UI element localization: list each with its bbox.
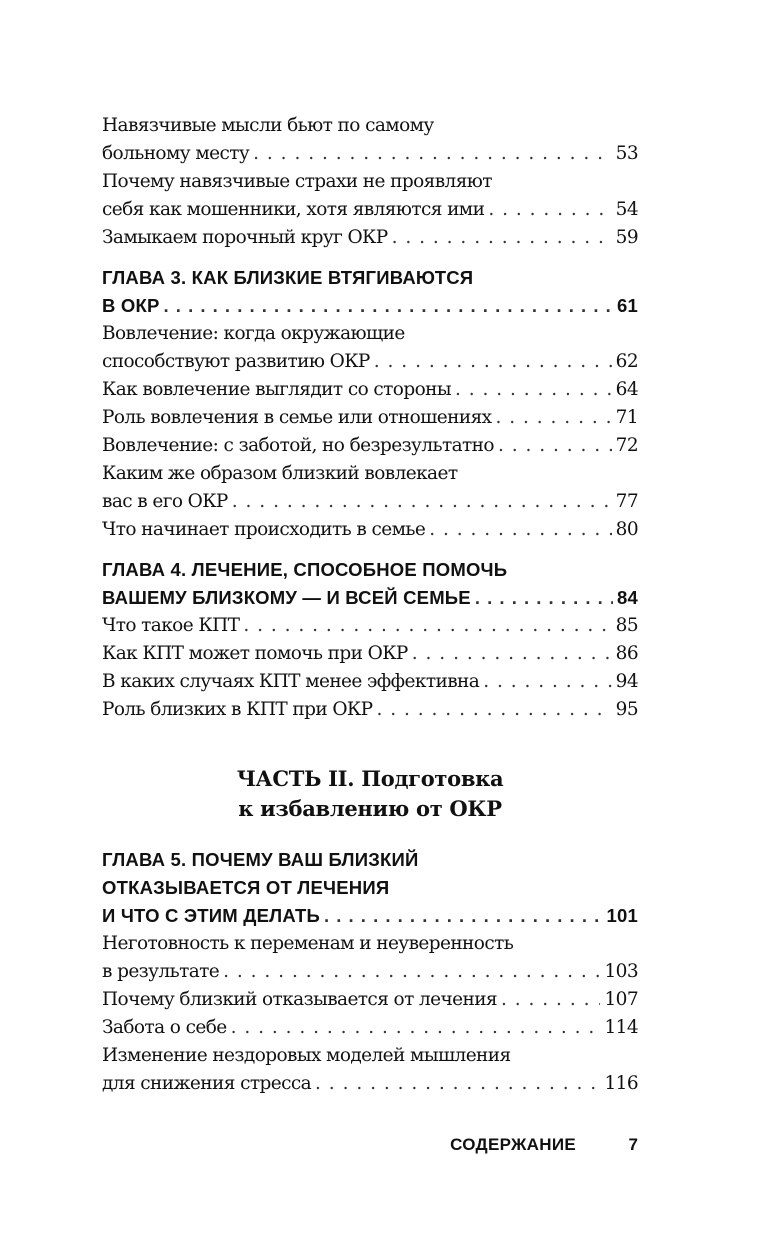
page-number: 72 [615,435,638,456]
toc-entry-title: для снижения стресса [102,1073,312,1094]
leader-dots [412,640,612,668]
toc-entry-title: вас в его ОКР [102,491,228,512]
toc-entry [102,1014,638,1042]
toc-entry [102,320,638,376]
chapter-title: И ЧТО С ЭТИМ ДЕЛАТЬ [102,905,320,926]
page-number: 116 [604,1073,638,1094]
toc-entry [102,640,638,668]
footer-page-number: 7 [628,1135,638,1154]
toc-entry-title: Каким же образом близкий вовлекает [102,463,458,484]
toc-entry [102,432,638,460]
leader-dots [501,986,600,1014]
chapter-heading [102,556,638,612]
leader-dots [498,432,612,460]
page-number: 84 [617,587,638,608]
table-of-contents [102,112,638,1098]
chapter-title: ОТКАЗЫВАЕТСЯ ОТ ЛЕЧЕНИЯ [102,877,390,898]
part-subtitle: к избавлению от ОКР [238,796,502,821]
part-heading [102,764,638,824]
leader-dots [483,668,611,696]
leader-dots [253,140,612,168]
toc-entry-title: Что такое КПТ [102,615,240,636]
page-number: 85 [615,615,638,636]
toc-entry [102,696,638,724]
page-number: 53 [615,143,638,164]
leader-dots [374,348,612,376]
leader-dots [429,516,611,544]
chapter-title: ГЛАВА 5. ПОЧЕМУ ВАШ БЛИЗКИЙ [102,849,419,870]
leader-dots [377,696,612,724]
toc-entry-title: Вовлечение: когда окружающие [102,323,405,344]
leader-dots [455,376,612,404]
leader-dots [475,584,613,612]
leader-dots [496,404,612,432]
page-number: 80 [615,519,638,540]
page-number: 101 [606,905,638,926]
leader-dots [232,488,612,516]
toc-entry-title: себя как мошенники, хотя являются ими [102,199,485,220]
toc-entry-title: Роль вовлечения в семье или отношениях [102,407,492,428]
toc-entry-title: Вовлечение: с заботой, но безрезультатно [102,435,494,456]
toc-entry-title: Как вовлечение выглядит со стороны [102,379,451,400]
page-number: 86 [615,643,638,664]
toc-entry [102,612,638,640]
page-number: 64 [615,379,638,400]
leader-dots [243,612,611,640]
chapter-title: ВАШЕМУ БЛИЗКОМУ — И ВСЕЙ СЕМЬЕ [102,587,471,608]
toc-entry [102,986,638,1014]
toc-entry [102,112,638,168]
page-number: 95 [615,699,638,720]
chapter-title: В ОКР [102,295,160,316]
toc-entry [102,168,638,224]
toc-entry [102,460,638,516]
leader-dots [315,1070,600,1098]
chapter-title: ГЛАВА 3. КАК БЛИЗКИЕ ВТЯГИВАЮТСЯ [102,267,474,288]
leader-dots [392,224,612,252]
toc-entry-title: Изменение нездоровых моделей мышления [102,1045,511,1066]
toc-entry [102,1042,638,1098]
part-title: ЧАСТЬ II. Подготовка [236,766,504,791]
toc-entry-title: Навязчивые мысли бьют по самому [102,115,434,136]
toc-entry-title: способствуют развитию ОКР [102,351,370,372]
chapter-heading [102,264,638,320]
toc-entry [102,224,638,252]
page-number: 103 [604,961,638,982]
page-number: 77 [615,491,638,512]
toc-entry-title: Роль близких в КПТ при ОКР [102,699,373,720]
toc-entry [102,376,638,404]
page-number: 54 [615,199,638,220]
toc-entry-title: Почему навязчивые страхи не проявляют [102,171,492,192]
toc-entry-title: Как КПТ может помочь при ОКР [102,643,408,664]
toc-entry-title: больному месту [102,143,250,164]
toc-entry [102,930,638,986]
toc-entry-title: в результате [102,961,220,982]
page-number: 71 [615,407,638,428]
toc-entry-title: Неготовность к переменам и неуверенность [102,933,514,954]
leader-dots [223,958,600,986]
toc-entry-title: В каких случаях КПТ менее эффективна [102,671,480,692]
page-number: 61 [617,295,638,316]
leader-dots [164,292,613,320]
page-number: 114 [604,1017,638,1038]
toc-entry-title: Замыкаем порочный круг ОКР [102,227,388,248]
running-footer [102,1130,638,1160]
page-number: 62 [615,351,638,372]
toc-entry-title: Забота о себе [102,1017,227,1038]
page-number: 59 [615,227,638,248]
leader-dots [324,902,603,930]
page-number: 94 [615,671,638,692]
toc-entry [102,668,638,696]
toc-entry [102,516,638,544]
chapter-title: ГЛАВА 4. ЛЕЧЕНИЕ, СПОСОБНОЕ ПОМОЧЬ [102,559,508,580]
footer-title: СОДЕРЖАНИЕ [450,1135,576,1154]
page-number: 107 [604,989,638,1010]
toc-entry-title: Что начинает происходить в семье [102,519,426,540]
leader-dots [231,1014,601,1042]
toc-entry-title: Почему близкий отказывается от лечения [102,989,498,1010]
chapter-heading [102,846,638,930]
leader-dots [488,196,611,224]
toc-entry [102,404,638,432]
